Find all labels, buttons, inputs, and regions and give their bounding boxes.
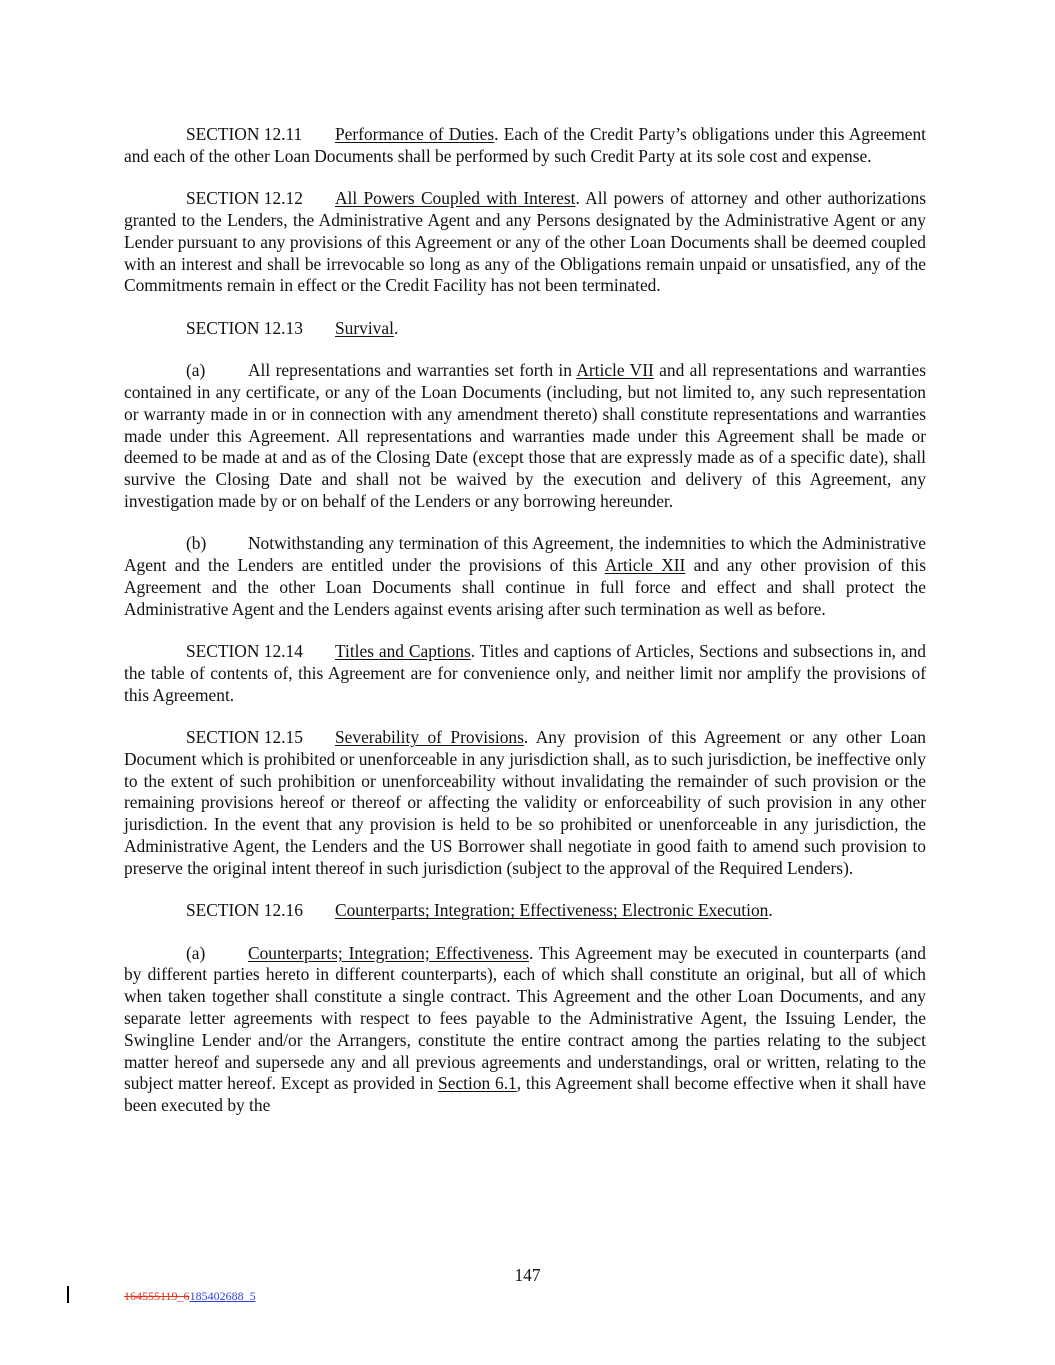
article-xii-reference: Article XII [604,555,686,576]
document-id [124,1289,256,1304]
document-id-deleted: 164555119_6 [124,1289,190,1303]
subsection-text: and any other provision of this Agreement and the other Loan Documents shall continue in full force and effect and shall protect the Administrative Agent and the Lenders against events arising after such termination as well as before. [124,555,926,619]
section-12-16-a [124,943,926,1117]
section-title: Severability of Provisions [335,727,524,748]
article-vii-reference: Article VII [576,360,654,381]
change-bar-marker [67,1286,69,1303]
section-title: Survival [335,317,394,338]
section-title: Titles and Captions [335,641,471,662]
section-12-15 [124,727,926,880]
subsection-text: , this Agreement shall become effective when it shall have been executed by the [124,1073,926,1116]
section-number: SECTION 12.13 [186,317,303,338]
section-12-12 [124,188,926,297]
section-body: . Any provision of this Agreement or any other Loan Document which is prohibited or unenforceable in any jurisdiction shall, as to such jurisdiction, be ineffective only to the extent of such prohibition or unenforceability without invalidating the remainder of such provision or the remaining provisions hereof or thereof or affecting the validity or enforceability of such provision in any other jurisdiction. In the event that any provision is held to be so prohibited or unenforceable in any jurisdiction, the Administrative Agent, the Lenders and the US Borrower shall negotiate in good faith to amend such provision to preserve the original intent thereof in such jurisdiction (subject to the approval of the Required Lenders). [124,727,926,878]
section-6-1-reference: Section 6.1 [438,1073,517,1094]
section-number: SECTION 12.11 [186,124,303,144]
document-page [124,124,926,1138]
section-number: SECTION 12.15 [186,727,303,748]
subsection-text: Notwithstanding any termination of this Agreement, the indemnities to which the Administrative Agent and the Lenders are entitled under the provisions of this [124,533,926,576]
section-title: Performance of Duties [335,124,495,144]
section-body: . All powers of attorney and other authorizations granted to the Lenders, the Administrative Agent and any Persons designated by the Administrative Agent or any Lender pursuant to any provisions of this Agreement or any of the other Loan Documents shall be deemed coupled with an interest and shall be irrevocable so long as any of the Obligations remain unpaid or unsatisfied, any of the Commitments remain in effect or the Credit Facility has not been terminated. [124,188,926,296]
subsection-label: (a) [186,360,206,381]
section-12-13 [124,318,926,340]
section-trailing-period: . [393,317,399,338]
section-body: . Each of the Credit Party’s obligations under this Agreement and each of the other Loan Documents shall be performed by such Credit Party at its sole cost and expense. [124,124,926,166]
subsection-label: (b) [186,533,207,554]
document-id-inserted: 185402688_5 [189,1289,256,1303]
section-number: SECTION 12.14 [186,641,303,662]
section-number: SECTION 12.12 [186,188,303,209]
section-12-13-b [124,533,926,620]
section-title: All Powers Coupled with Interest [335,188,576,209]
section-12-16 [124,900,926,922]
section-title: Counterparts; Integration; Effectiveness; Electronic Execution [335,900,769,921]
section-12-14 [124,641,926,706]
section-12-11 [124,124,926,168]
subsection-text: and all representations and warranties contained in any certificate, or any of the Loan Documents (including, but not limited to, any such representation or warranty made in or in connection with any amendment thereto) shall constitute representations and warranties made under this Agreement. All representations and warranties made under this Agreement shall be made or deemed to be made at and as of the Closing Date (except those that are expressly made as of a specific date), shall survive the Closing Date and shall not be waived by the execution and delivery of this Agreement, any investigation made by or on behalf of the Lenders or any borrowing hereunder. [124,360,926,511]
section-number: SECTION 12.16 [186,900,303,921]
section-body: . Titles and captions of Articles, Sections and subsections in, and the table of contents of, this Agreement are for convenience only, and neither limit nor amplify the provisions of this Agreement. [124,641,926,705]
subsection-title: Counterparts; Integration; Effectiveness [248,942,529,963]
section-trailing-period: . [768,900,773,921]
section-12-13-a [124,360,926,513]
subsection-text: All representations and warranties set forth in [248,360,577,381]
subsection-text: . This Agreement may be executed in counterparts (and by different parties hereto in different counterparts), each of which shall constitute an original, but all of which when taken together shall constitute a single contract. This Agreement and the other Loan Documents, and any separate letter agreements with respect to fees payable to the Administrative Agent, the Issuing Lender, the Swingline Lender and/or the Arrangers, constitute the entire contract among the parties relating to the subject matter hereof and supersede any and all previous agreements and understandings, oral or written, relating to the subject matter hereof. Except as provided in [124,942,926,1094]
page-number: 147 [514,1265,541,1285]
subsection-label: (a) [186,942,206,963]
